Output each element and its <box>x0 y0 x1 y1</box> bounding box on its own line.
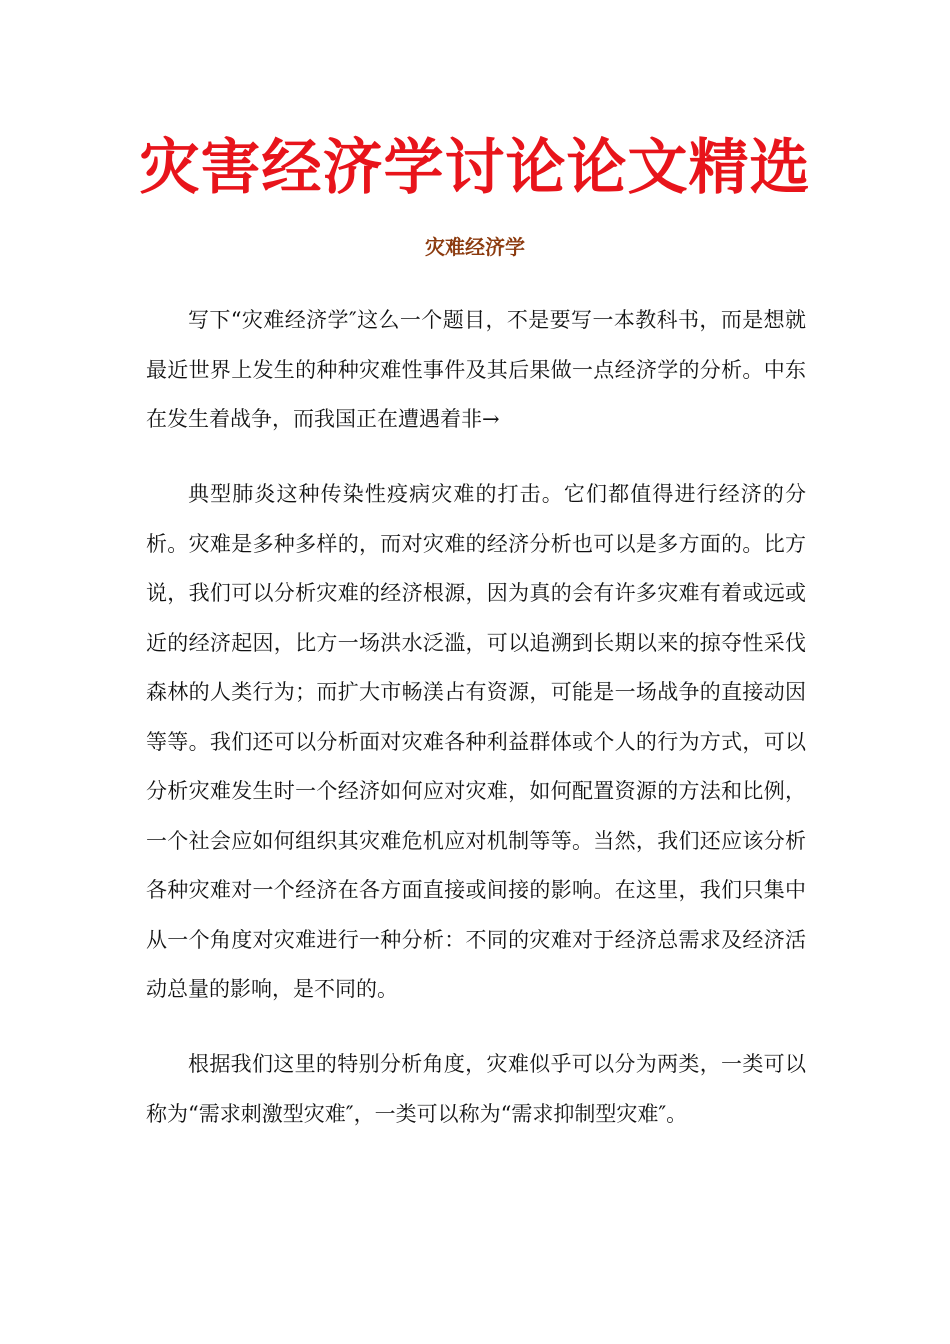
paragraph: 根据我们这里的特别分析角度，灾难似乎可以分为两类，一类可以称为“需求刺激型灾难″，一类可以称为“需求抑制型灾难″。 <box>146 1052 806 1126</box>
paragraph: 典型肺炎这种传染性疫病灾难的打击。它们都值得进行经济的分析。灾难是多种多样的，而对灾难的经济分析也可以是多方面的。比方说，我们可以分析灾难的经济根源，因为真的会有许多灾难有着或远或近的经济起因，比方一场洪水泛滥，可以追溯到长期以来的掠夺性采伐森林的人类行为；而扩大市畅渼占有资源，可能是一场战争的直接动因等等。我们还可以分析面对灾难各种利益群体或个人的行为方式，可以分析灾难发生时一个经济如何应对灾难，如何配置资源的方法和比例，一个社会应如何组织其灾难危机应对机制等等。当然，我们还应该分析各种灾难对一个经济在各方面直接或间接的影响。在这里，我们只集中从一个角度对灾难进行一种分析：不同的灾难对于经济总需求及经济活动总量的影响，是不同的。 <box>146 482 806 1001</box>
document-title: 灾害经济学讨论论文精选 <box>139 133 811 203</box>
paragraph: 写下“灾难经济学″这么一个题目，不是要写一本教科书，而是想就最近世界上发生的种种灾难性事件及其后果做一点经济学的分析。中东在发生着战争，而我国正在遭遇着非→ <box>146 308 806 431</box>
document-subtitle: 灾难经济学 <box>425 235 525 259</box>
